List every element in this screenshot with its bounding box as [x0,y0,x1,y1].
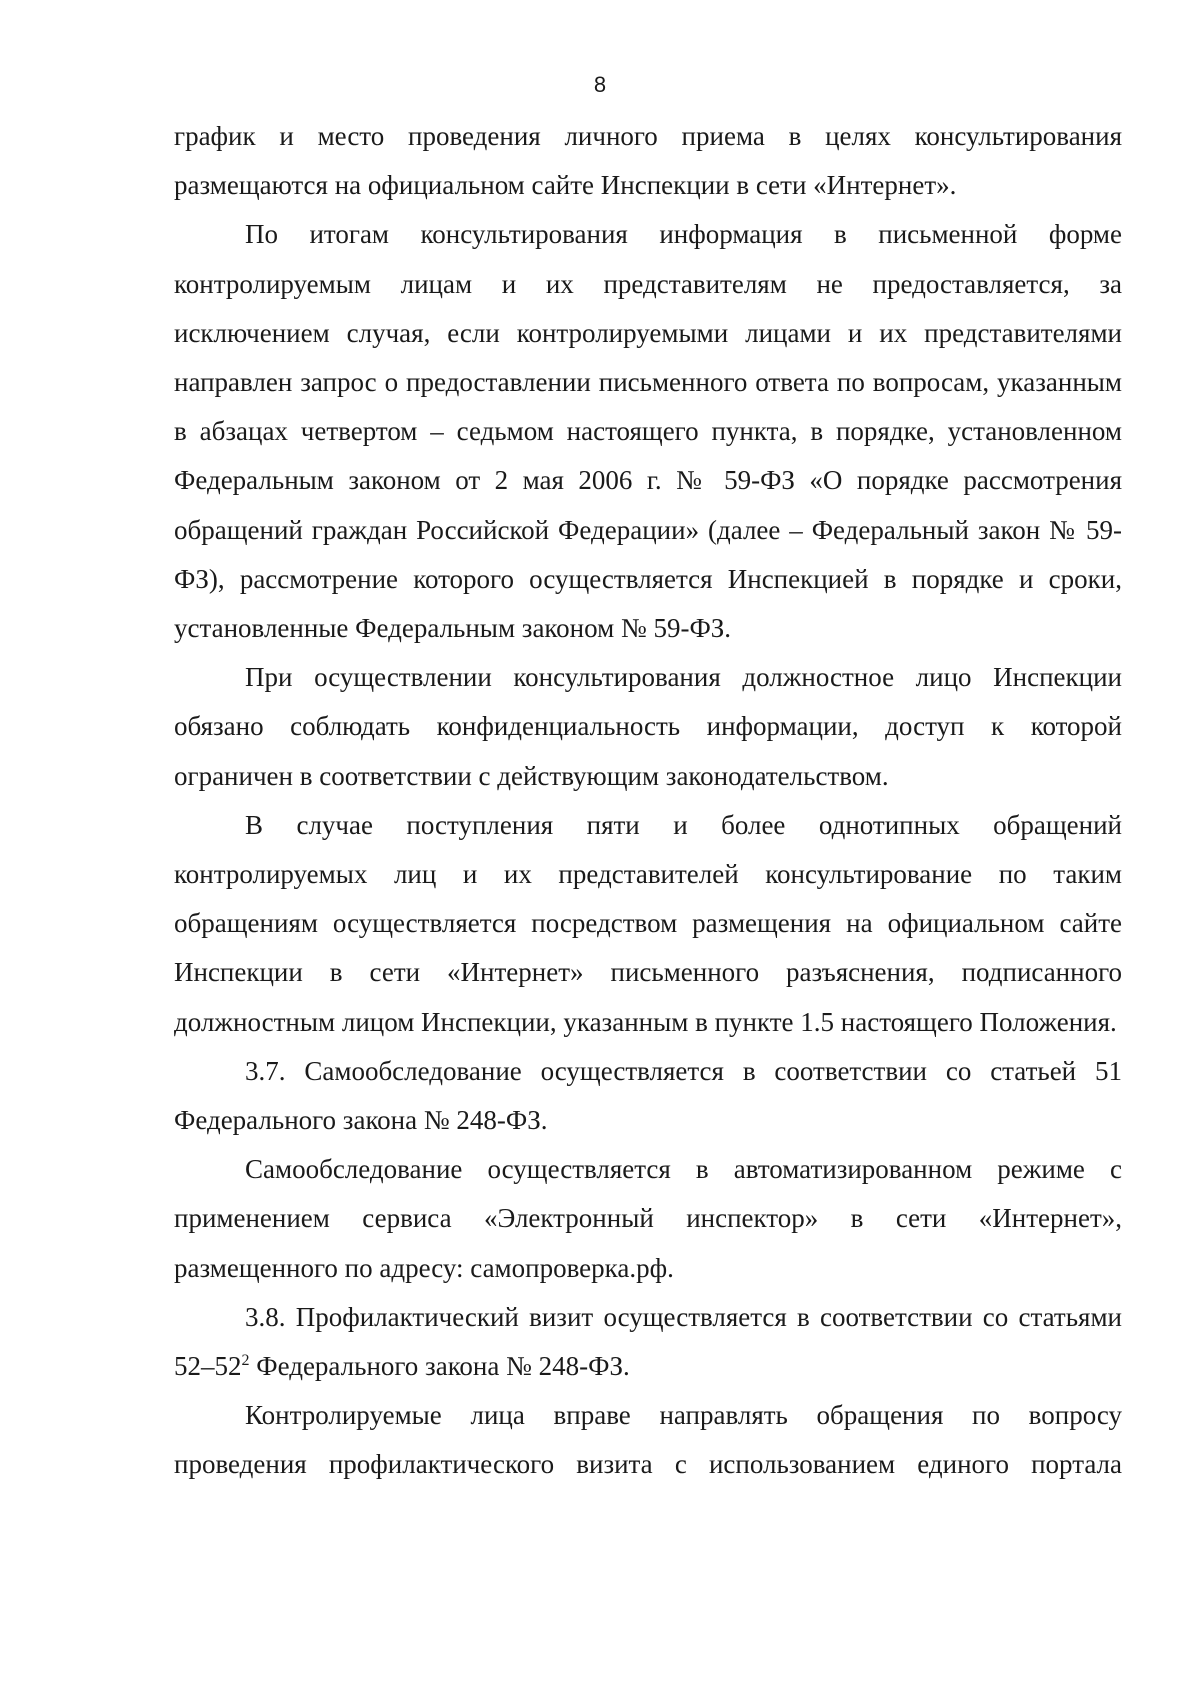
paragraph-3-7-self-inspection: 3.7. Самообследование осуществляется в соответствии со статьей 51 Федерального закона № 248-ФЗ. [174,1055,1122,1136]
paragraph-continuation: график и место проведения личного приема в целях консультирования размещаются на официальном сайте Инспекции в сети «Интернет». [174,121,1122,201]
paragraph-similar-requests: В случае поступления пяти и более однотипных обращений контролируемых лиц и их представителей консультирование по таким обращениям осуществляется посредством размещения на официальном сайте Инспекции в сети «Интернет» письменного разъяснения, подписанного должностным лицом Инспекции, указанным в пункте 1.5 настоящего Положения. [174,809,1122,1037]
superscript: 2 [241,1352,250,1370]
preventive-visit-text: 3.8. Профилактический визит осуществляется в соответствии со статьями 52–52 [174,1301,1122,1382]
paragraph-self-inspection-service: Самообследование осуществляется в автоматизированном режиме с применением сервиса «Электронный инспектор» в сети «Интернет», размещенного по адресу: самопроверка.рф. [174,1154,1122,1283]
preventive-visit-text-end: Федерального закона № 248-ФЗ. [249,1351,630,1382]
document-body [174,112,1122,1490]
paragraph-controlled-persons-requests: Контролируемые лица вправе направлять обращения по вопросу проведения профилактического визита с использованием единого портала [174,1400,1122,1480]
paragraph-confidentiality: При осуществлении консультирования должностное лицо Инспекции обязано соблюдать конфиденциальность информации, доступ к которой ограничен в соответствии с действующим законодательством. [174,662,1122,791]
paragraph-consultation-results: По итогам консультирования информация в письменной форме контролируемым лицам и их представителям не предоставляется, за исключением случая, если контролируемыми лицами и их представителями направлен запрос о предоставлении письменного ответа по вопросам, указанным в абзацах четвертом – седьмом настоящего пункта, в порядке, установленном Федеральным законом от 2 мая 2006 г. № 59-ФЗ «О порядке рассмотрения обращений граждан Российской Федерации» (далее – Федеральный закон № 59-ФЗ), рассмотрение которого осуществляется Инспекцией в порядке и сроки, установленные Федеральным законом № 59-ФЗ. [174,219,1122,644]
paragraph-3-8-preventive-visit [174,1293,1122,1391]
page-number: 8 [593,72,607,97]
